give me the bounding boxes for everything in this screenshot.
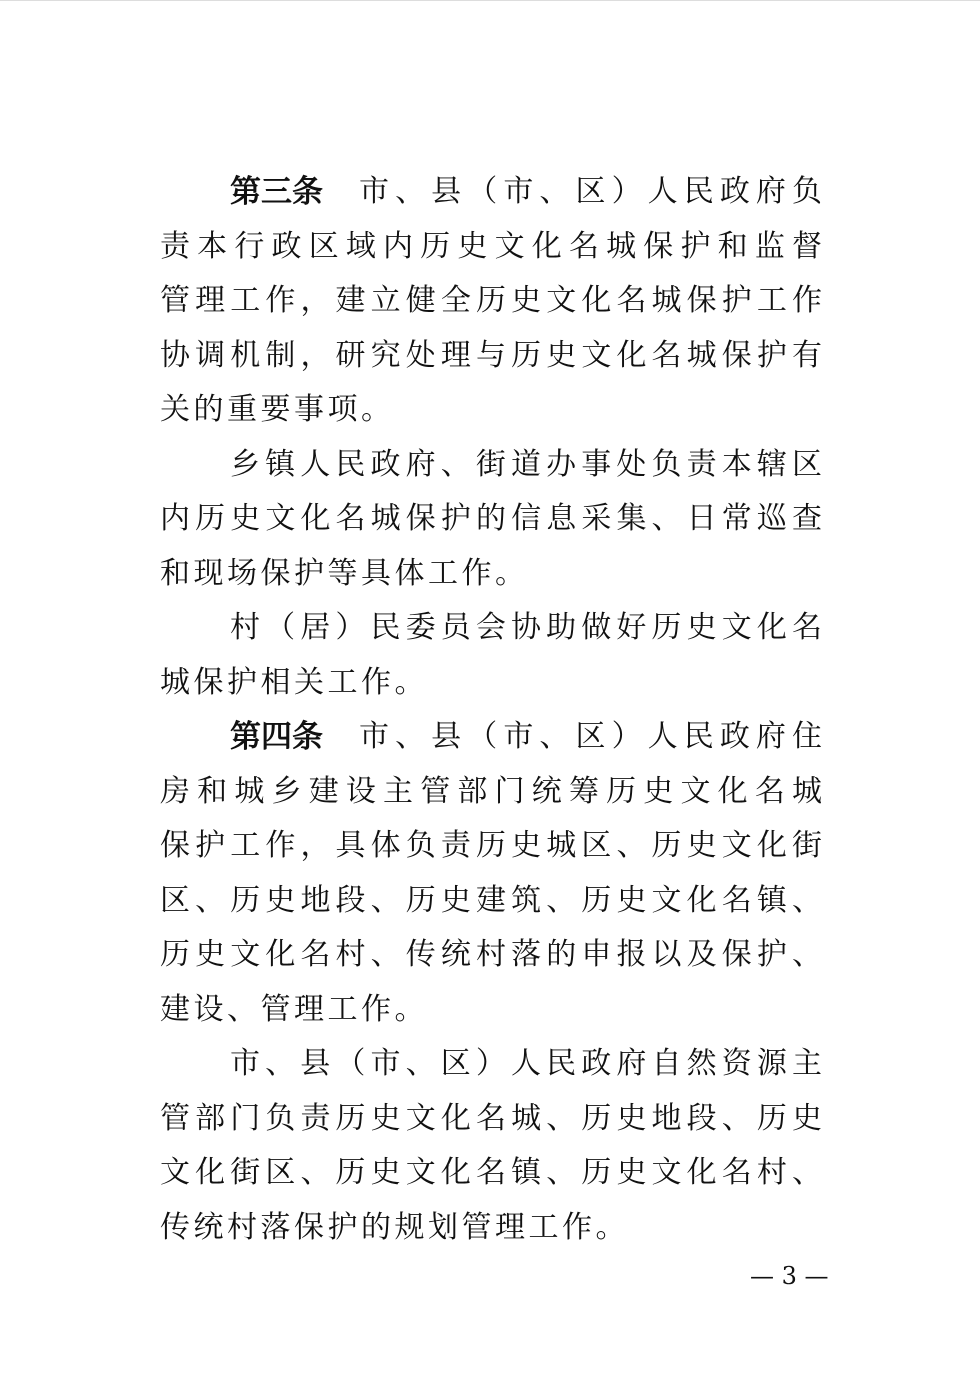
text-line: 保护工作，具体负责历史城区、历史文化街	[160, 828, 822, 863]
text-line: 关的重要事项。	[160, 392, 395, 427]
text-line: 内历史文化名城保护的信息采集、日常巡查	[160, 501, 822, 536]
text-line: 协调机制，研究处理与历史文化名城保护有	[160, 337, 822, 373]
text-line: 管理工作，建立健全历史文化名城保护工作	[160, 283, 822, 318]
text-line: 市、县（市、区）人民政府负	[359, 174, 822, 209]
page-top-border	[0, 0, 980, 1]
text-line: 乡镇人民政府、街道办事处负责本辖区	[230, 446, 822, 482]
article-4-first-line	[160, 710, 822, 765]
text-line: 城保护相关工作。	[160, 664, 428, 700]
text-line: 村（居）民委员会协助做好历史文化名	[230, 610, 822, 645]
text-line: 市、县（市、区）人民政府自然资源主	[230, 1046, 822, 1081]
text-line: 文化街区、历史文化名镇、历史文化名村、	[160, 1155, 822, 1190]
article-4-heading: 第四条	[230, 719, 323, 755]
text-line: 传统村落保护的规划管理工作。	[160, 1209, 629, 1245]
text-line: 管部门负责历史文化名城、历史地段、历史	[160, 1100, 822, 1136]
document-body	[160, 165, 822, 1255]
text-line: 责本行政区域内历史文化名城保护和监督	[160, 228, 822, 264]
text-line: 建设、管理工作。	[160, 991, 428, 1027]
text-line: 区、历史地段、历史建筑、历史文化名镇、	[160, 882, 822, 918]
article-3-heading: 第三条	[230, 174, 323, 210]
page-number: — 3 —	[750, 1262, 829, 1290]
text-line: 和现场保护等具体工作。	[160, 555, 529, 591]
text-line: 房和城乡建设主管部门统筹历史文化名城	[160, 773, 822, 809]
text-line: 历史文化名村、传统村落的申报以及保护、	[160, 937, 822, 972]
text-line: 市、县（市、区）人民政府住	[359, 719, 822, 754]
article-3-first-line	[160, 165, 822, 220]
